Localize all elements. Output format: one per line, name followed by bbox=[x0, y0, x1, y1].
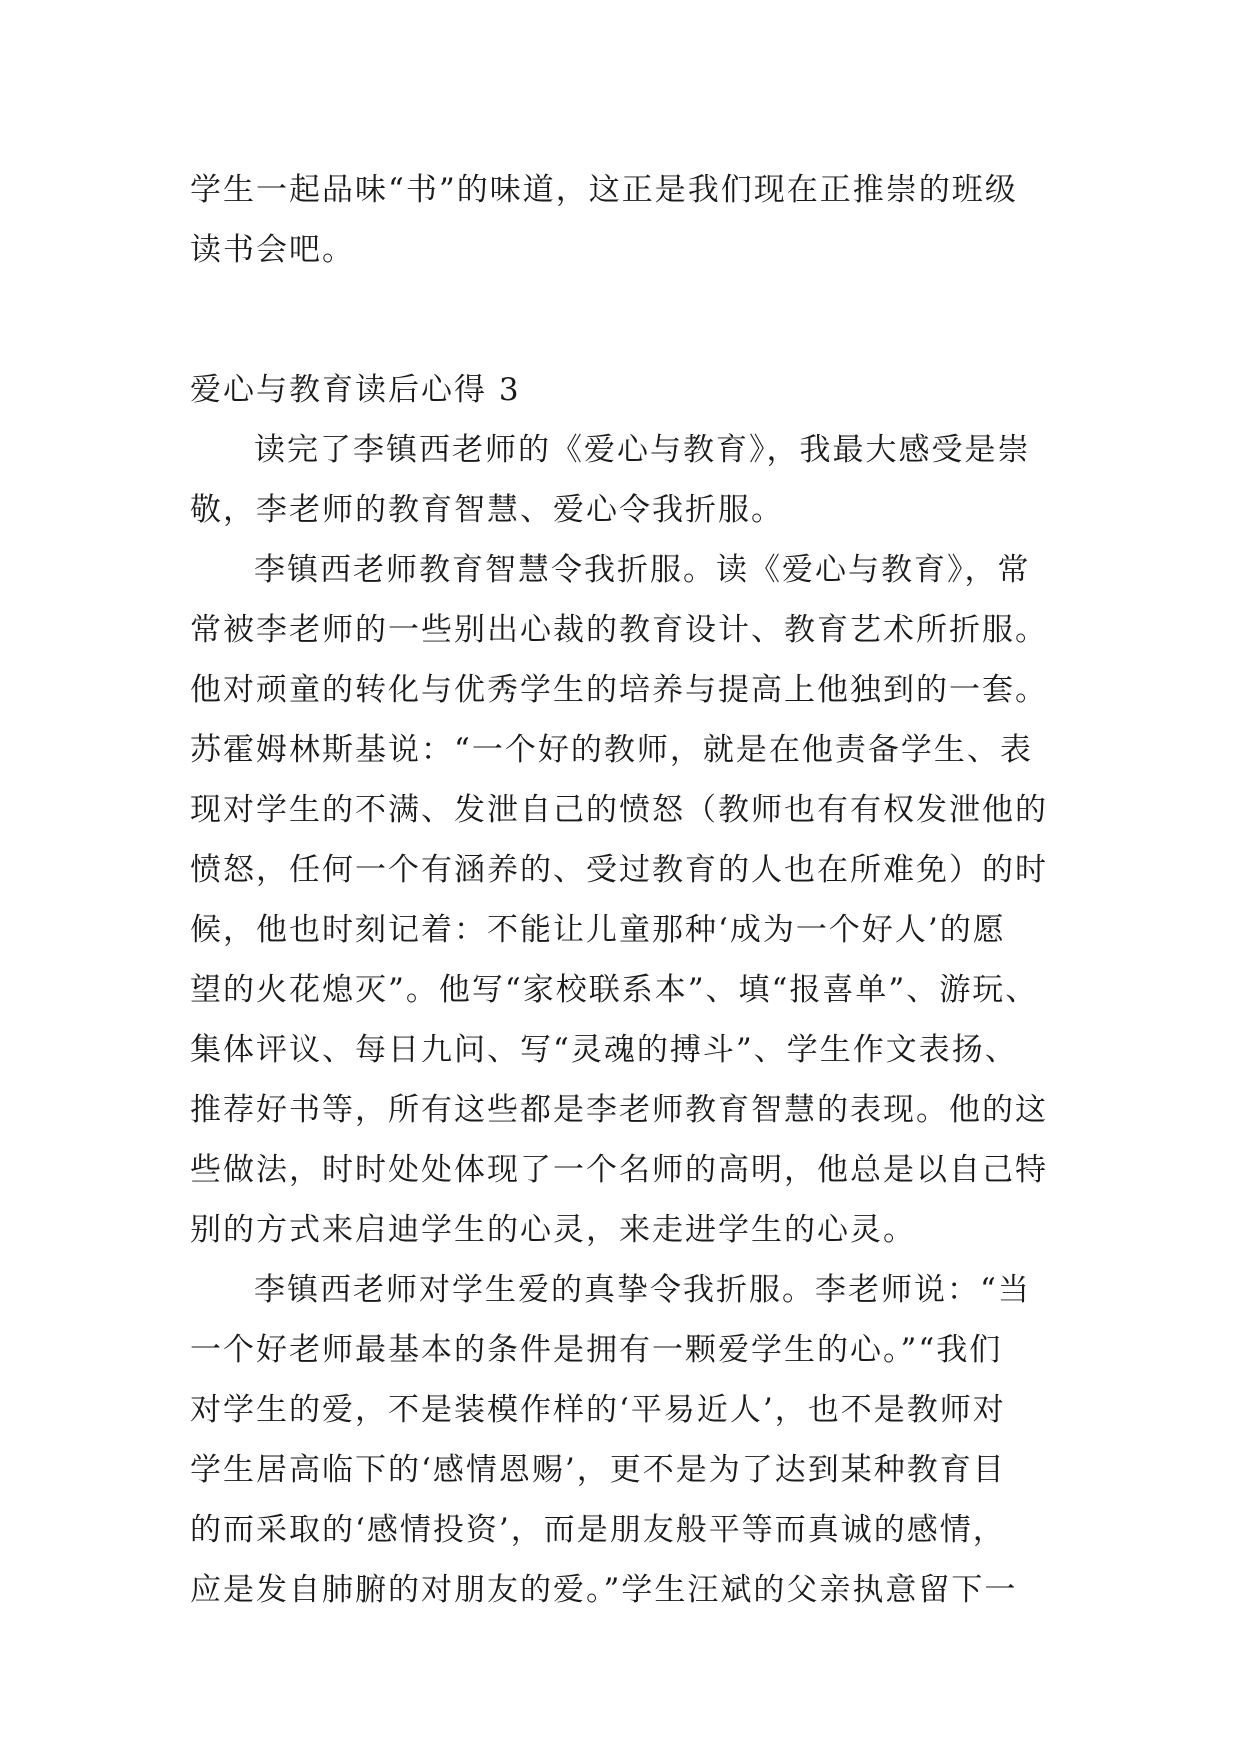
text-line: 读书会吧。 bbox=[190, 232, 355, 268]
text-line: 望的火花熄灭”。他写“家校联系本”、填“报喜单”、游玩、 bbox=[190, 972, 1039, 1008]
text-line: 别的方式来启迪学生的心灵，来走进学生的心灵。 bbox=[190, 1212, 916, 1248]
text-line: 一个好老师最基本的条件是拥有一颗爱学生的心。”“我们 bbox=[190, 1332, 1003, 1368]
text-line: 敬，李老师的教育智慧、爱心令我折服。 bbox=[190, 492, 784, 528]
paragraph-1 bbox=[190, 420, 1060, 540]
text-line: 愤怒，任何一个有涵养的、受过教育的人也在所难免）的时 bbox=[190, 852, 1048, 888]
section-title: 爱心与教育读后心得 3 bbox=[190, 372, 521, 408]
text-line: 常被李老师的一些别出心裁的教育设计、教育艺术所折服。 bbox=[190, 612, 1048, 648]
text-line: 读完了李镇西老师的《爱心与教育》，我最大感受是崇 bbox=[254, 432, 1031, 468]
text-line: 集体评议、每日九问、写“灵魂的搏斗”、学生作文表扬、 bbox=[190, 1032, 1018, 1068]
text-line: 应是发自肺腑的对朋友的爱。”学生汪斌的父亲执意留下一 bbox=[190, 1572, 1018, 1608]
text-line: 推荐好书等，所有这些都是李老师教育智慧的表现。他的这 bbox=[190, 1092, 1048, 1128]
document-body bbox=[190, 160, 1060, 1620]
text-line: 些做法，时时处处体现了一个名师的高明，他总是以自己特 bbox=[190, 1152, 1048, 1188]
text-line: 李镇西老师对学生爱的真挚令我折服。李老师说：“当 bbox=[254, 1272, 1031, 1308]
paragraph-2 bbox=[190, 540, 1060, 1260]
text-line: 的而采取的‘感情投资’，而是朋友般平等而真诚的感情， bbox=[190, 1512, 1006, 1548]
paragraph-3 bbox=[190, 1260, 1060, 1620]
text-line: 对学生的爱，不是装模作样的‘平易近人’，也不是教师对 bbox=[190, 1392, 1006, 1428]
text-line: 学生居高临下的‘感情恩赐’，更不是为了达到某种教育目 bbox=[190, 1452, 1006, 1488]
text-line: 学生一起品味“书”的味道，这正是我们现在正推崇的班级 bbox=[190, 172, 1018, 208]
text-line: 苏霍姆林斯基说：“一个好的教师，就是在他责备学生、表 bbox=[190, 732, 1033, 768]
text-line: 候，他也时刻记着：不能让儿童那种‘成为一个好人’的愿 bbox=[190, 912, 1006, 948]
intro-text bbox=[190, 160, 1060, 280]
text-line: 他对顽童的转化与优秀学生的培养与提高上他独到的一套。 bbox=[190, 672, 1048, 708]
text-line: 现对学生的不满、发泄自己的愤怒（教师也有有权发泄他的 bbox=[190, 792, 1048, 828]
section-gap bbox=[190, 280, 1060, 360]
text-line: 李镇西老师教育智慧令我折服。读《爱心与教育》，常 bbox=[254, 552, 1031, 588]
